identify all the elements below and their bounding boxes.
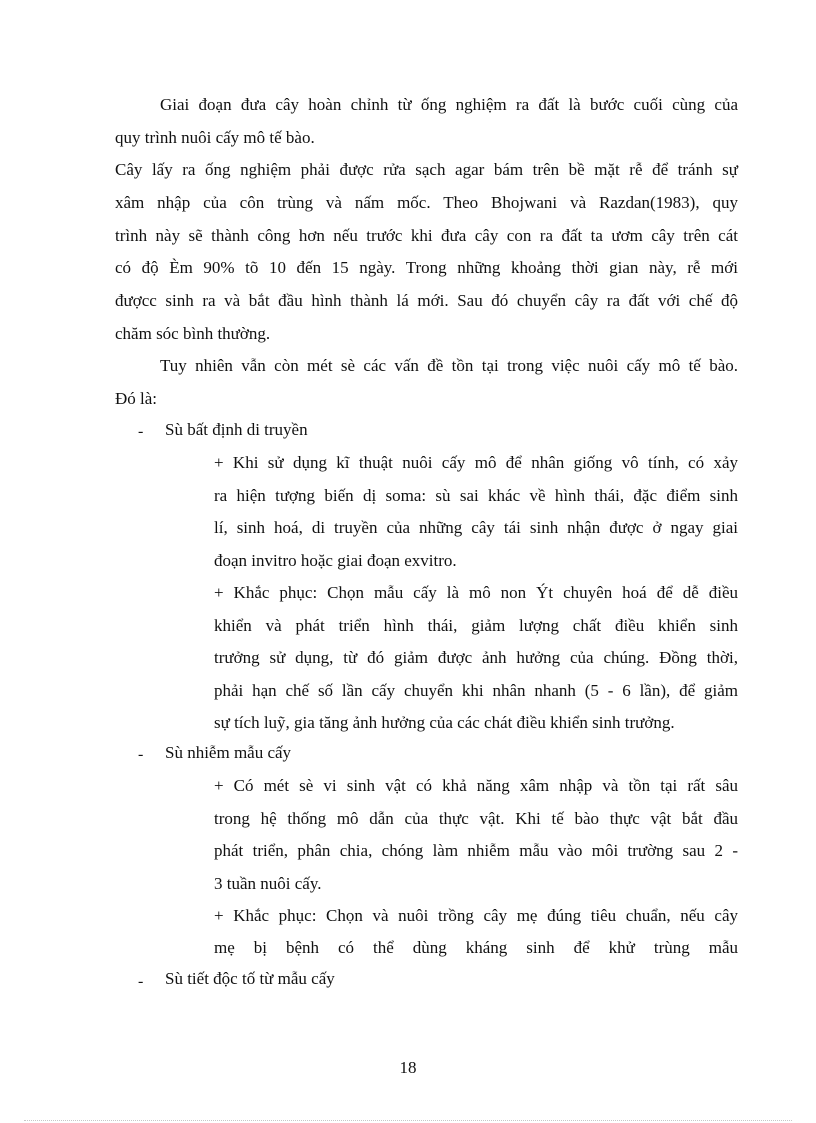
bullet-1-sub-1-line-4: đoạn invitro hoặc giai đoạn exvitro.	[214, 551, 457, 570]
bullet-2-sub-2-line-1: + Khắc phục: Chọn và nuôi trồng cây mẹ đúng tiêu chuẩn, nếu cây	[214, 906, 738, 925]
paragraph-2-line-2: xâm nhập của côn trùng và nấm mốc. Theo Bhojwani và Razdan(1983), quy	[115, 193, 738, 212]
bullet-1-sub-2-line-1: + Khắc phục: Chọn mẫu cấy là mô non Ýt chuyên hoá để dễ điều	[214, 583, 738, 602]
bullet-3-marker: -	[138, 973, 144, 990]
bullet-3-heading: Sù tiết độc tố từ mẫu cấy	[165, 969, 335, 988]
bullet-2-marker: -	[138, 746, 144, 763]
bullet-1-sub-2-line-2: khiển và phát triển hình thái, giảm lượng chất điều khiển sinh	[214, 616, 738, 635]
bullet-1-sub-2-line-3: trưởng sử dụng, từ đó giảm được ảnh hưởng của chúng. Đồng thời,	[214, 648, 738, 667]
bullet-2-sub-1-line-3: phát triển, phân chia, chóng làm nhiễm mẫu vào môi trường sau 2 -	[214, 841, 738, 860]
bullet-2-heading: Sù nhiễm mẫu cấy	[165, 743, 292, 762]
paragraph-2-line-4: có độ Èm 90% tõ 10 đến 15 ngày. Trong những khoảng thời gian này, rễ mới	[115, 258, 738, 277]
bullet-1-sub-2-line-4: phải hạn chế số lần cấy chuyển khi nhân nhanh (5 - 6 lần), để giảm	[214, 681, 738, 700]
bullet-1-heading: Sù bất định di truyền	[165, 420, 308, 439]
bullet-1-sub-2-line-5: sự tích luỹ, gia tăng ảnh hưởng của các chát điều khiển sinh trưởng.	[214, 713, 675, 732]
paragraph-2-line-6: chăm sóc bình thường.	[115, 324, 271, 343]
paragraph-3-line-2: Đó là:	[115, 389, 158, 408]
bullet-2-sub-1-line-2: trong hệ thống mô dẫn của thực vật. Khi tế bào thực vật bắt đầu	[214, 809, 738, 828]
bullet-2-sub-1-line-1: + Có mét sè vi sinh vật có khả năng xâm nhập và tồn tại rất sâu	[214, 776, 738, 795]
bullet-1-marker: -	[138, 423, 144, 440]
paragraph-2-line-3: trình này sẽ thành công hơn nếu trước khi đưa cây con ra đất ta ươm cây trên cát	[115, 226, 738, 245]
bullet-1-sub-1-line-3: lí, sinh hoá, di truyền của những cây tái sinh nhận được ở ngay giai	[214, 518, 738, 537]
paragraph-1-line-1: Giai đoạn đưa cây hoàn chỉnh từ ống nghiệm ra đất là bước cuối cùng của	[160, 95, 738, 114]
page-number: 18	[399, 1058, 417, 1077]
bullet-2-sub-2-line-2: mẹ bị bệnh có thể dùng kháng sinh để khử trùng mẫu	[214, 938, 738, 957]
bullet-2-sub-1-line-4: 3 tuần nuôi cấy.	[214, 874, 322, 893]
paragraph-3-line-1: Tuy nhiên vẫn còn mét sè các vấn đề tồn tại trong việc nuôi cấy mô tế bào.	[160, 356, 738, 375]
bullet-1-sub-1-line-2: ra hiện tượng biến dị soma: sù sai khác về hình thái, đặc điểm sinh	[214, 486, 738, 505]
page-bottom-border	[24, 1120, 792, 1121]
paragraph-2-line-1: Cây lấy ra ống nghiệm phải được rửa sạch agar bám trên bề mặt rễ để tránh sự	[115, 160, 738, 179]
paragraph-2-line-5: đượcc sinh ra và bắt đầu hình thành lá mới. Sau đó chuyển cây ra đất với chế độ	[115, 291, 738, 310]
paragraph-1-line-2: quy trình nuôi cấy mô tế bào.	[115, 128, 315, 147]
bullet-1-sub-1-line-1: + Khi sử dụng kĩ thuật nuôi cấy mô để nhân giống vô tính, có xảy	[214, 453, 738, 472]
